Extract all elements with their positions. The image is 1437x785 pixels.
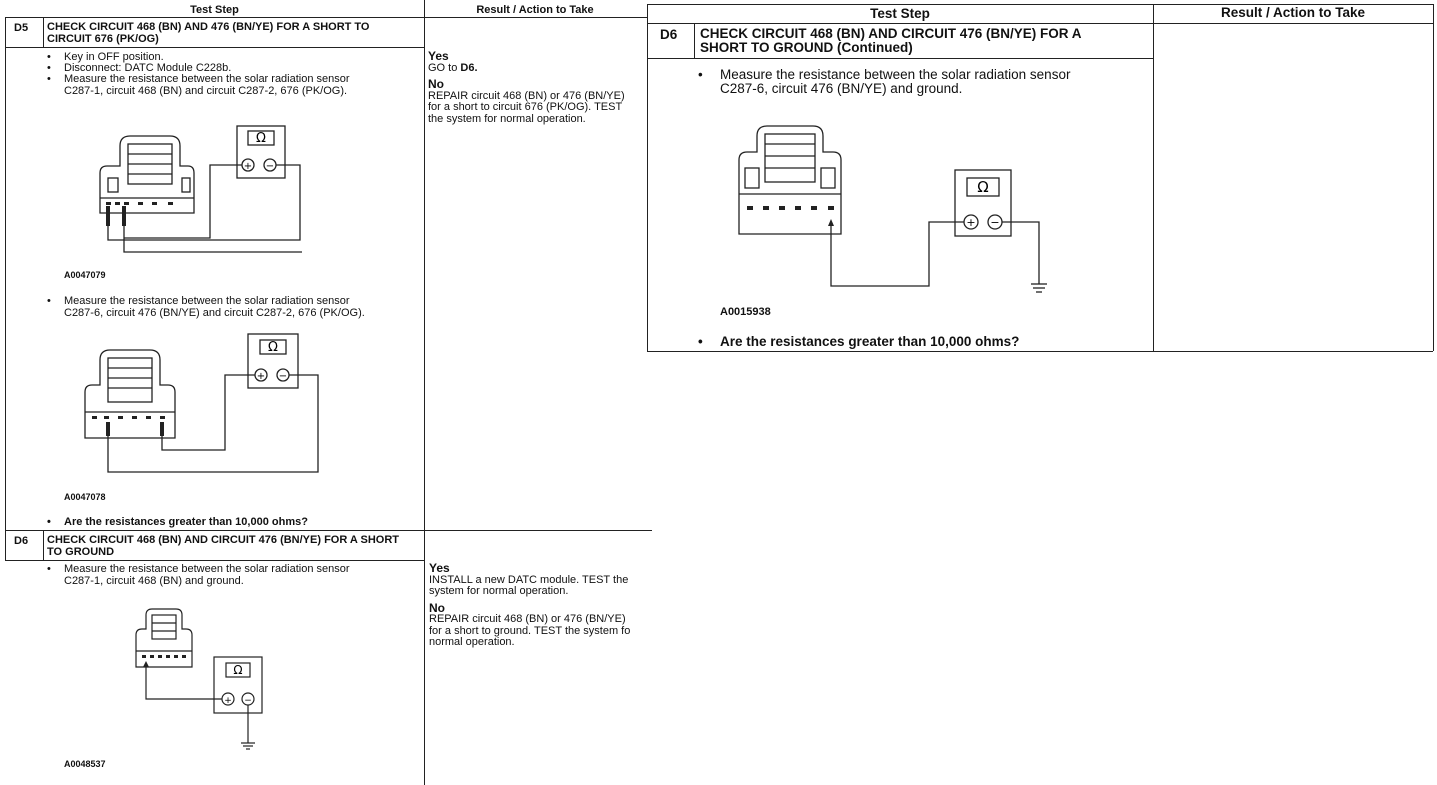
plus-terminal-icon: + [256, 371, 266, 382]
bullet-dot: • [47, 73, 51, 85]
minus-terminal-icon: − [265, 161, 275, 172]
step-id-d5: D5 [14, 22, 29, 34]
header-result-action: Result / Action to Take [1220, 5, 1366, 20]
header-test-step: Test Step [190, 4, 239, 16]
plus-terminal-icon: + [966, 216, 976, 229]
bullet-dot: • [47, 62, 51, 74]
minus-terminal-icon: − [244, 696, 252, 706]
wiring-diagram-3 [130, 605, 270, 755]
figure-id: A0048537 [64, 759, 106, 769]
bullet-text: Measure the resistance between the solar radiation sensor C287-6, circuit 476 (BN/YE) and circuit C287-2, 676 (PK/OG). [64, 295, 365, 319]
bullet-text: Measure the resistance between the solar radiation sensor C287-1, circuit 468 (BN) and ground. [64, 563, 350, 587]
yes-label: Yes [429, 561, 450, 575]
figure-id: A0047078 [64, 492, 106, 502]
yes-text: INSTALL a new DATC module. TEST the system for normal operation. [429, 573, 629, 598]
no-text: REPAIR circuit 468 (BN) or 476 (BN/YE) for a short to circuit 676 (PK/OG). TEST the system for normal operation. [428, 89, 625, 125]
result-d6 [429, 562, 651, 649]
bullet-text: Disconnect: DATC Module C228b. [64, 62, 232, 74]
yes-label: Yes [428, 49, 449, 63]
left-page [0, 0, 652, 785]
bullet-dot: • [698, 67, 703, 82]
header-result-action: Result / Action to Take [476, 4, 594, 16]
step-id-d6-continued: D6 [660, 27, 678, 42]
bullet-dot: • [47, 516, 51, 528]
step-title-d6-continued: CHECK CIRCUIT 468 (BN) AND CIRCUIT 476 (BN/YE) FOR A SHORT TO GROUND (Continued) [700, 26, 1082, 56]
step-title-d5: CHECK CIRCUIT 468 (BN) AND 476 (BN/YE) FOR A SHORT TO CIRCUIT 676 (PK/OG) [47, 21, 370, 45]
step-id-d6: D6 [14, 535, 29, 547]
bullet-dot: • [47, 563, 51, 575]
bullet-text: Measure the resistance between the solar radiation sensor C287-6, circuit 476 (BN/YE) and ground. [720, 67, 1071, 97]
figure-id: A0047079 [64, 270, 106, 280]
bullet-dot: • [47, 51, 51, 63]
plus-terminal-icon: + [243, 161, 253, 172]
ohm-icon: Ω [977, 178, 989, 196]
wiring-diagram-2 [80, 330, 330, 480]
bullet-text: Measure the resistance between the solar radiation sensor C287-1, circuit 468 (BN) and circuit C287-2, 676 (PK/OG). [64, 73, 350, 97]
figure-id: A0015938 [720, 306, 771, 318]
no-label: No [428, 77, 444, 92]
yes-text: GO to D6. [428, 61, 478, 74]
bullet-dot: • [698, 334, 703, 349]
no-label: No [429, 600, 445, 615]
question-text: Are the resistances greater than 10,000 ohms? [64, 516, 308, 528]
minus-terminal-icon: − [990, 216, 1000, 229]
wiring-diagram-4 [737, 122, 1057, 302]
ohm-icon: Ω [233, 663, 243, 677]
result-d5 [428, 50, 648, 125]
question-text: Are the resistances greater than 10,000 ohms? [720, 334, 1020, 349]
ohm-icon: Ω [268, 340, 278, 355]
plus-terminal-icon: + [224, 696, 232, 706]
bullet-dot: • [47, 295, 51, 307]
right-page [652, 0, 1437, 360]
header-test-step: Test Step [870, 6, 930, 21]
step-title-d6: CHECK CIRCUIT 468 (BN) AND CIRCUIT 476 (BN/YE) FOR A SHORT TO GROUND [47, 534, 400, 558]
ohm-icon: Ω [256, 131, 266, 146]
no-text: REPAIR circuit 468 (BN) or 476 (BN/YE) for a short to ground. TEST the system fo normal operation. [429, 613, 631, 649]
wiring-diagram-1 [90, 118, 320, 258]
bullet-text: Key in OFF position. [64, 51, 164, 63]
minus-terminal-icon: − [278, 371, 288, 382]
